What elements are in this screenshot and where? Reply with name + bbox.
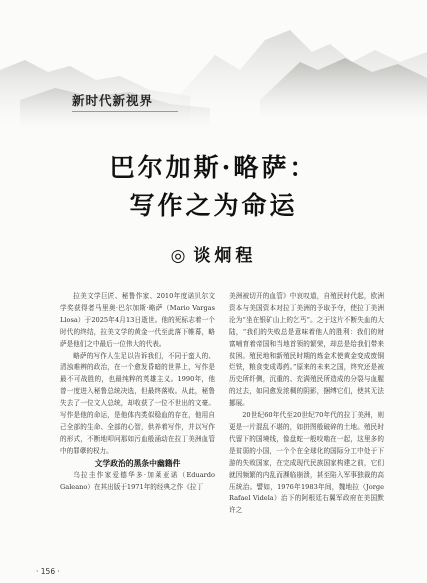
author-mark: ◎ bbox=[170, 246, 190, 266]
author-name: 谈炯程 bbox=[193, 246, 257, 266]
paragraph: 略萨的写作人生足以告诉我们，不同于蛮人的、清浊难辨的政治，在一个愈发昏暗的世界上，写作是最不可战胜的，也最纯粹的英雄主义。1990年，他曾一度进入秘鲁总统决选，但最终落败。从此，秘鲁失去了一位文人总统，却收获了一位不世出的文豪。写作是他的命运，是他体内类似稳血的存在，他用自己全部的生命、全部的心智，供养着写作，并以写作的形式，不断地叩问那如污血般涌动在拉丁美洲血管中的罪孽的权力。 bbox=[60, 351, 215, 455]
paragraph: 乌拉圭作家爱德华多·加莱亚诺（Eduardo Galeano）在其出版于1971年的经典之作《拉丁 bbox=[60, 470, 215, 491]
ink-mountain-illustration bbox=[0, 0, 427, 135]
text-column-right bbox=[229, 291, 384, 517]
section-divider bbox=[72, 111, 178, 112]
article-title-line-1: 巴尔加斯·略萨： bbox=[109, 153, 318, 182]
column-label: 新时代新视界 bbox=[72, 93, 154, 108]
author-byline bbox=[0, 241, 427, 266]
paragraph: 20世纪60年代至20世纪70年代的拉丁美洲，则更是一片混乱不堪的，如拼图般破碎的土地。殖民时代留下的国境线，像盘蛇一般咬啮在一起，这里多的是贫弱的小国，一个个在全球化的国际分工中处于下游的失败国家，在完成现代民族国家构建之前，它们就因频繁的内乱而濒临崩溃，甚至陷入军事独裁的高压统治。譬如，1976年1983年间，魏地拉（Jorge Rafael Videla）治下的阿根廷右翼军政府在美国默许之 bbox=[229, 411, 384, 515]
page-number-value: 156 bbox=[40, 567, 56, 576]
paragraph: 美洲被切开的血管》中哀叹道，自殖民时代起，欧洲资本与美国资本对拉丁美洲的予取予夺，使拉丁美洲沦为“坐在银矿山上的乞丐”。之于这片不断失血的大陆，“我们的失败总是意味着他人的胜利：我们的财富哺育着帝国和当地首领的繁荣，却总是给我们带来贫困。殖民地和新殖民时期的炼金术使黄金变成废铜烂铁，粮食变成毒药。”原来的未来之国，终究还是被历史所纤侧，沉重的、充满殖民所造成的分裂与血腥的过去，如同愈发浓稠的阴影，捆缚它们，使其无法挪展。 bbox=[229, 292, 384, 408]
text-column-left bbox=[60, 291, 215, 493]
page-number: · 156 · bbox=[36, 567, 60, 576]
article-title-line-2: 写作之为命运 bbox=[129, 191, 298, 220]
paragraph: 拉美文学巨匠、秘鲁作家、2010年度诺贝尔文学奖获得者马里奥·巴尔加斯·略萨（Mario Vargas Llosa）于2025年4月13日逝世。他的死标志着一个时代的终结，拉美文学的黄金一代至此落下帷幕，略萨是他们之中最后一位伟大的代表。 bbox=[60, 292, 215, 348]
section-subhead: 文学政治的黑条中幽籍件 bbox=[94, 458, 181, 468]
